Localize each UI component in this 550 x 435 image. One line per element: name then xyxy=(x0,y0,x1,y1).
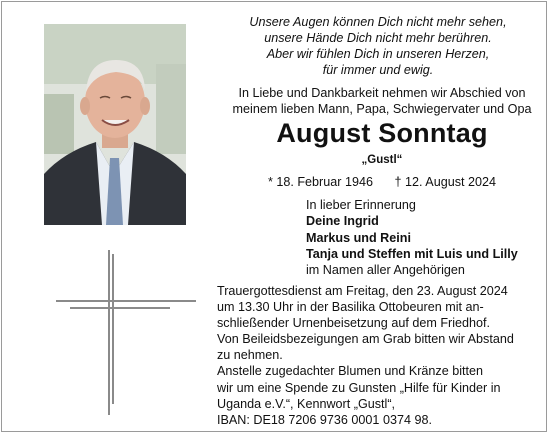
birth-date: * 18. Februar 1946 xyxy=(267,175,373,189)
service-line: wir um eine Spende zu Gunsten „Hilfe für Kinder in xyxy=(217,380,501,395)
death-date: † 12. August 2024 xyxy=(394,175,497,189)
deceased-name: August Sonntag xyxy=(276,118,488,148)
mourners-closing: im Namen aller Angehörigen xyxy=(306,263,465,278)
cross-icon xyxy=(50,250,210,415)
farewell-intro xyxy=(219,85,545,117)
service-line: Uganda e.V.“, Kennwort „Gustl“, xyxy=(217,396,396,411)
poem-line: Unsere Augen können Dich nicht mehr sehen, xyxy=(249,15,507,29)
mourner-name: Markus und Reini xyxy=(306,230,411,245)
poem-line: für immer und ewig. xyxy=(322,63,434,77)
mourners-heading: In lieber Erinnerung xyxy=(306,198,416,212)
memorial-poem xyxy=(214,14,542,78)
intro-line: meinem lieben Mann, Papa, Schwiegervater und Opa xyxy=(232,102,532,116)
life-dates xyxy=(219,174,545,190)
deceased-nickname: „Gustl“ xyxy=(361,154,403,166)
service-line: IBAN: DE18 7206 9736 0001 0374 98. xyxy=(217,412,432,427)
service-line: Trauergottesdienst am Freitag, den 23. August 2024 xyxy=(217,284,508,298)
service-line: zu nehmen. xyxy=(217,348,283,363)
service-line: schließender Urnenbeisetzung auf dem Friedhof. xyxy=(217,316,491,331)
mourner-name: Tanja und Steffen mit Luis und Lilly xyxy=(306,246,518,261)
service-line: Von Beileidsbezeigungen am Grab bitten wir Abstand xyxy=(217,332,514,347)
portrait-photo xyxy=(44,24,186,225)
service-line: um 13.30 Uhr in der Basilika Ottobeuren mit an- xyxy=(217,300,484,315)
mourner-name: Deine Ingrid xyxy=(306,214,379,229)
poem-line: unsere Hände Dich nicht mehr berühren. xyxy=(264,31,492,45)
poem-line: Aber wir fühlen Dich in unseren Herzen, xyxy=(266,47,490,61)
service-line: Anstelle zugedachter Blumen und Kränze bitten xyxy=(217,364,484,379)
mourners-block xyxy=(306,197,518,278)
intro-line: In Liebe und Dankbarkeit nehmen wir Abschied von xyxy=(238,86,526,100)
service-details xyxy=(217,283,545,428)
